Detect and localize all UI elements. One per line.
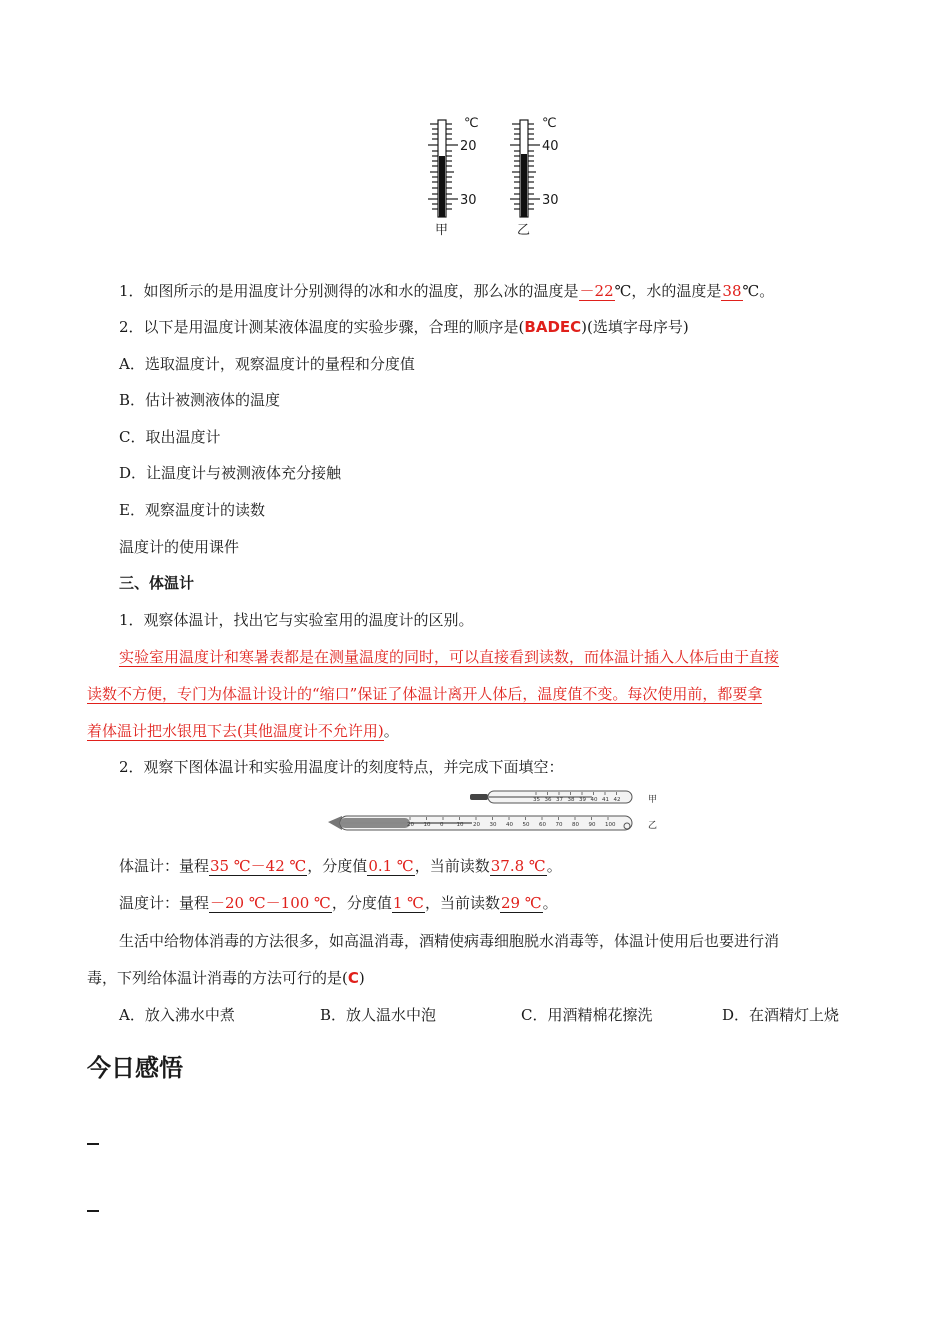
section3-question-1: 1．观察体温计，找出它与实验室用的温度计的区别。	[119, 611, 474, 629]
lab-scale-tick-label: 80	[572, 822, 579, 828]
lab-scale-tick-label: 40	[506, 822, 513, 828]
lab-scale-tick-label: 50	[522, 822, 530, 828]
answer-line-1: 实验室用温度计和寒暑表都是在测量温度的同时，可以直接看到读数，而体温计插入人体后由于直接	[119, 648, 780, 666]
option-b: B．放人温水中泡	[320, 1006, 437, 1024]
section3-question-2: 2．观察下图体温计和实验用温度计的刻度特点，并完成下面填空：	[119, 758, 564, 776]
reflection-heading: 今日感悟	[87, 1054, 183, 1082]
disinfect-line-1: 生活中给物体消毒的方法很多，如高温消毒，酒精使病毒细胞脱水消毒等，体温计使用后也要进行消	[119, 932, 780, 950]
clinical-division-answer: 0.1 ℃	[368, 857, 414, 875]
lab-scale-tick-label: 100	[605, 822, 616, 828]
lab-scale-tick-label: 10	[456, 822, 464, 828]
answer-ice-temp: －22	[579, 282, 614, 300]
option-c: C．用酒精棉花擦洗	[521, 1006, 653, 1024]
step-d: D．让温度计与被测液体充分接触	[119, 464, 342, 482]
clinical-range-answer: 35 ℃－42 ℃	[210, 857, 307, 875]
answer-line-3: 着体温计把水银甩下去(其他温度计不允许用)。	[87, 722, 399, 740]
clinical-scale-tick-label: 38	[567, 797, 575, 803]
step-e: E．观察温度计的读数	[119, 501, 265, 519]
label-yi-fig2: 乙	[648, 821, 658, 831]
question-2: 2．以下是用温度计测某液体温度的实验步骤，合理的顺序是(BADEC)(选填字母序号)	[119, 318, 689, 336]
thermometer-yi	[510, 116, 559, 238]
clinical-scale-tick-label: 39	[579, 797, 586, 803]
lab-scale-tick-label: 20	[473, 822, 480, 828]
lab-scale-tick-label: 0	[440, 822, 444, 828]
lab-division-answer: 1 ℃	[392, 894, 424, 912]
thermometer-figure	[420, 110, 580, 240]
option-a: A．放入沸水中煮	[119, 1006, 235, 1024]
clinical-scale-tick-label: 41	[602, 797, 609, 803]
question-1: 1．如图所示的是用温度计分别测得的冰和水的温度，那么冰的温度是－22℃，水的温度是38℃。	[119, 282, 775, 300]
clinical-scale-tick-label: 40	[590, 797, 598, 803]
option-d: D．在酒精灯上烧	[722, 1006, 840, 1024]
clinical-scale-tick-label: 36	[544, 797, 552, 803]
clinical-scale-tick-label: 35	[533, 797, 540, 803]
step-b: B．估计被测液体的温度	[119, 391, 281, 409]
lab-range-answer: －20 ℃－100 ℃	[210, 894, 331, 912]
thermometer-comparison-figure	[322, 788, 662, 836]
liquid-column-yi	[521, 154, 527, 217]
lab-thermometer	[328, 816, 657, 831]
thermometer-jia	[428, 116, 479, 238]
tick-label-jia-bottom: 30	[460, 193, 477, 208]
answer-water-temp: 38	[722, 282, 742, 300]
unit-yi: ℃	[542, 116, 557, 131]
reflection-blank-2	[87, 1210, 99, 1212]
step-c: C．取出温度计	[119, 428, 221, 446]
lab-scale-tick-label: 20	[407, 822, 414, 828]
reflection-blank-1	[87, 1143, 99, 1145]
lab-scale-tick-label: 90	[588, 822, 596, 828]
unit-jia: ℃	[464, 116, 479, 131]
lab-scale-tick-label: 30	[489, 822, 497, 828]
label-jia: 甲	[435, 223, 449, 238]
clinical-fill-in: 体温计：量程35 ℃－42 ℃，分度值0.1 ℃，当前读数37.8 ℃。	[119, 857, 562, 875]
liquid-column-jia	[439, 156, 445, 217]
lab-reading-answer: 29 ℃	[500, 894, 542, 912]
answer-order: BADEC	[524, 318, 582, 336]
lab-scale-tick-label: 10	[423, 822, 431, 828]
tick-label-jia-top: 20	[460, 139, 477, 154]
label-yi: 乙	[517, 223, 531, 238]
lab-scale-tick-label: 70	[555, 822, 563, 828]
answer-line-2: 读数不方便，专门为体温计设计的“缩口”保证了体温计离开人体后，温度值不变。每次使用前，都要拿	[87, 685, 763, 703]
tick-label-yi-top: 40	[542, 139, 559, 154]
lab-fill-in: 温度计：量程－20 ℃－100 ℃，分度值1 ℃，当前读数29 ℃。	[119, 894, 558, 912]
lab-scale-tick-label: 60	[539, 822, 546, 828]
courseware-note: 温度计的使用课件	[119, 538, 240, 556]
disinfect-answer: C	[347, 969, 359, 987]
step-a: A．选取温度计，观察温度计的量程和分度值	[119, 355, 415, 373]
clinical-scale-tick-label: 42	[613, 797, 621, 803]
clinical-thermometer	[470, 791, 657, 805]
tick-label-yi-bottom: 30	[542, 193, 559, 208]
clinical-scale-tick-label: 37	[556, 797, 563, 803]
clinical-reading-answer: 37.8 ℃	[490, 857, 546, 875]
label-jia-fig2: 甲	[648, 795, 658, 805]
section-title-clinical-thermometer: 三、体温计	[119, 574, 195, 592]
disinfect-line-2: 毒，下列给体温计消毒的方法可行的是(C)	[87, 969, 365, 987]
